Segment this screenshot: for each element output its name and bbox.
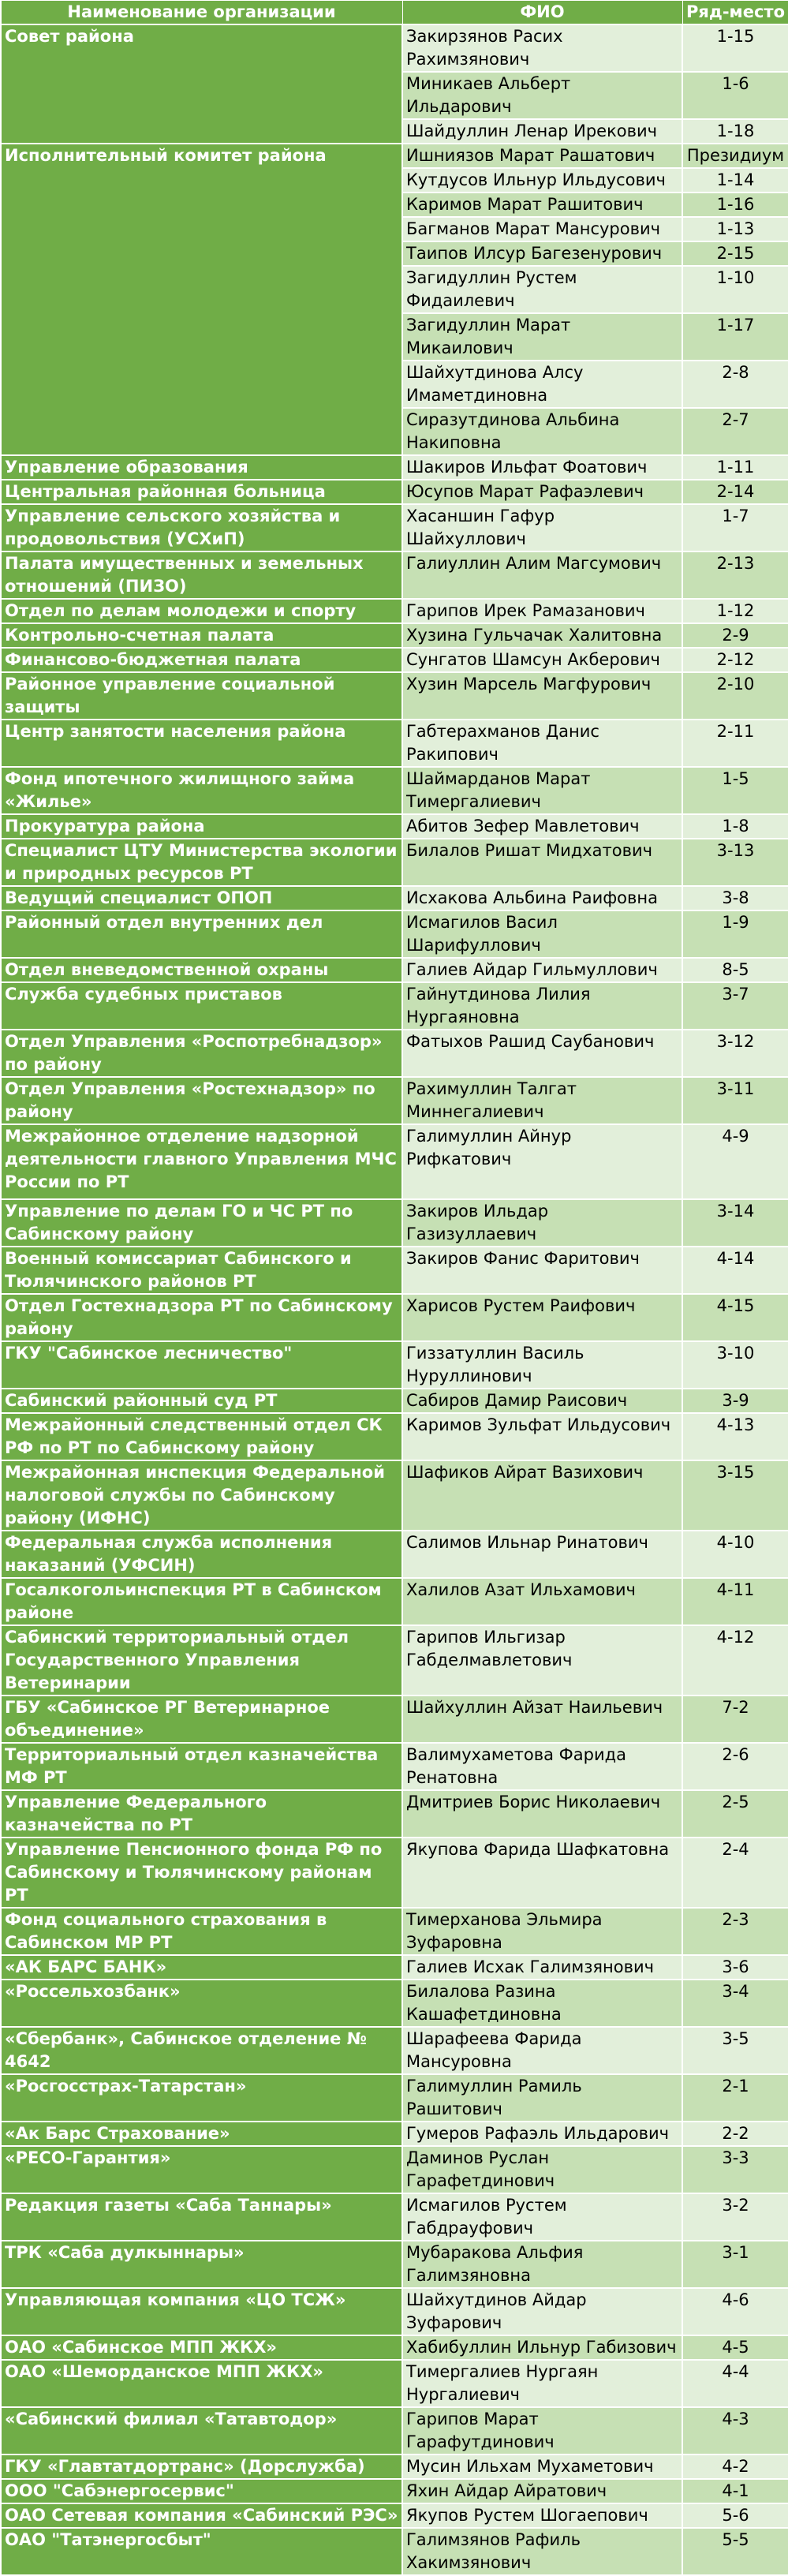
seat-cell: 2-2 — [682, 2122, 788, 2146]
org-cell: ТРК «Саба дулкыннары» — [1, 2241, 402, 2288]
fio-cell: Загидуллин Рустем Фидаилевич — [402, 266, 682, 313]
table-row — [1, 886, 788, 910]
org-cell: Контрольно-счетная палата — [1, 623, 402, 648]
fio-cell: Закиров Фанис Фаритович — [402, 1247, 682, 1294]
org-cell: Межрайонное отделение надзорной деятельности главного Управления МЧС России по РТ — [1, 1124, 402, 1199]
table-row — [1, 551, 788, 599]
fio-cell: Шайхутдинова Алсу Имаметдиновна — [402, 361, 682, 408]
fio-cell: Якупов Рустем Шогаепович — [402, 2503, 682, 2528]
fio-cell: Галимзянов Рафиль Хакимзянович — [402, 2528, 682, 2575]
seat-cell: 1-18 — [682, 119, 788, 144]
org-cell: Отдел вневедомственной охраны — [1, 958, 402, 982]
seat-cell: 3-8 — [682, 886, 788, 910]
fio-cell: Ишниязов Марат Рашатович — [402, 144, 682, 168]
table-row — [1, 1030, 788, 1077]
seat-cell: 4-15 — [682, 1294, 788, 1341]
org-cell: ООО "Сабэнергосервис" — [1, 2479, 402, 2503]
seat-cell: 2-15 — [682, 241, 788, 266]
seat-cell: 3-4 — [682, 1980, 788, 2027]
fio-cell: Рахимуллин Талгат Миннегалиевич — [402, 1077, 682, 1124]
seat-cell: 3-6 — [682, 1955, 788, 1980]
org-cell: Финансово-бюджетная палата — [1, 648, 402, 672]
header-org: Наименование организации — [1, 1, 402, 25]
seat-cell: 4-5 — [682, 2335, 788, 2360]
seat-cell: 1-9 — [682, 910, 788, 958]
seat-cell: 2-10 — [682, 672, 788, 720]
org-cell: «Росгосстрах-Татарстан» — [1, 2074, 402, 2122]
org-cell: ОАО «Шеморданское МПП ЖКХ» — [1, 2360, 402, 2407]
fio-cell: Хузина Гульчачак Халитовна — [402, 623, 682, 648]
fio-cell: Абитов Зефер Мавлетович — [402, 814, 682, 839]
fio-cell: Тимергалиев Нургаян Нургалиевич — [402, 2360, 682, 2407]
org-cell: Ведущий специалист ОПОП — [1, 886, 402, 910]
org-cell: Центральная районная больница — [1, 480, 402, 504]
table-row — [1, 1247, 788, 1294]
fio-cell: Дмитриев Борис Николаевич — [402, 1790, 682, 1838]
table-row — [1, 623, 788, 648]
org-cell: Межрайонная инспекция Федеральной налоговой службы по Сабинскому району (ИФНС) — [1, 1460, 402, 1531]
org-cell: «Сабинский филиал «Tатавтодор» — [1, 2407, 402, 2454]
fio-cell: Гиззатуллин Василь Нуруллинович — [402, 1341, 682, 1389]
org-cell: «РЕСО-Гарантия» — [1, 2146, 402, 2193]
seat-cell: 3-9 — [682, 1389, 788, 1413]
fio-cell: Каримов Марат Рашитович — [402, 193, 682, 217]
table-row — [1, 1199, 788, 1247]
table-row — [1, 1124, 788, 1199]
fio-cell: Галимуллин Айнур Рифкатович — [402, 1124, 682, 1199]
table-row — [1, 2122, 788, 2146]
fio-cell: Хасаншин Гафур Шайхуллович — [402, 504, 682, 551]
table-row — [1, 814, 788, 839]
table-row — [1, 1980, 788, 2027]
fio-cell: Шафиков Айрат Вазихович — [402, 1460, 682, 1531]
fio-cell: Якупова Фарида Шафкатовна — [402, 1838, 682, 1908]
table-row — [1, 1531, 788, 1578]
seat-cell: 4-1 — [682, 2479, 788, 2503]
seat-cell: 4-3 — [682, 2407, 788, 2454]
table-row — [1, 455, 788, 480]
table-row — [1, 2241, 788, 2288]
seat-cell: 1-15 — [682, 24, 788, 72]
org-cell: Прокуратура района — [1, 814, 402, 839]
seat-cell: 5-5 — [682, 2528, 788, 2575]
seat-cell: 1-14 — [682, 168, 788, 193]
org-cell: Федеральная служба исполнения наказаний (УФСИН) — [1, 1531, 402, 1578]
seat-cell: 2-11 — [682, 720, 788, 767]
fio-cell: Салимов Ильнар Ринатович — [402, 1531, 682, 1578]
fio-cell: Галиев Исхак Галимзянович — [402, 1955, 682, 1980]
seat-cell: 1-7 — [682, 504, 788, 551]
org-cell: Специалист ЦТУ Министерства экологии и природных ресурсов РТ — [1, 839, 402, 886]
fio-cell: Таипов Илсур Багезенурович — [402, 241, 682, 266]
seat-cell: 1-8 — [682, 814, 788, 839]
fio-cell: Гарипов Марат Гарафутдинович — [402, 2407, 682, 2454]
table-row — [1, 1389, 788, 1413]
org-cell: Госалкогольинспекция РТ в Сабинском районе — [1, 1578, 402, 1625]
table-row — [1, 2360, 788, 2407]
fio-cell: Гумеров Рафаэль Ильдарович — [402, 2122, 682, 2146]
org-cell: Управление сельского хозяйства и продовольствия (УСХиП) — [1, 504, 402, 551]
fio-cell: Сунгатов Шамсун Акберович — [402, 648, 682, 672]
header-fio: ФИО — [402, 1, 682, 25]
org-cell: Сабинский районный суд РТ — [1, 1389, 402, 1413]
fio-cell: Шайхуллин Айзат Наильевич — [402, 1696, 682, 1743]
table-row — [1, 1413, 788, 1460]
fio-cell: Багманов Марат Мансурович — [402, 217, 682, 241]
seat-cell: 4-6 — [682, 2288, 788, 2335]
table-body — [1, 24, 788, 2575]
org-cell: Совет района — [1, 24, 402, 144]
seat-cell: 2-8 — [682, 361, 788, 408]
org-cell: ОАО Сетевая компания «Сабинский РЭС» — [1, 2503, 402, 2528]
org-cell: Отдел Гостехнадзора РТ по Сабинскому району — [1, 1294, 402, 1341]
org-cell: «Сбербанк», Сабинское отделение № 4642 — [1, 2027, 402, 2074]
fio-cell: Исхакова Альбина Раифовна — [402, 886, 682, 910]
org-cell: «Ак Барс Страхование» — [1, 2122, 402, 2146]
table-row — [1, 839, 788, 886]
fio-cell: Исмагилов Васил Шарифуллович — [402, 910, 682, 958]
fio-cell: Галимуллин Рамиль Рашитович — [402, 2074, 682, 2122]
table-row — [1, 648, 788, 672]
seat-cell: 1-17 — [682, 313, 788, 361]
table-row — [1, 1696, 788, 1743]
fio-cell: Закирзянов Расих Рахимзянович — [402, 24, 682, 72]
seat-cell: 1-5 — [682, 767, 788, 814]
fio-cell: Даминов Руслан Гарафетдинович — [402, 2146, 682, 2193]
seat-cell: 8-5 — [682, 958, 788, 982]
fio-cell: Харисов Рустем Раифович — [402, 1294, 682, 1341]
org-cell: Управление Федерального казначейства по РТ — [1, 1790, 402, 1838]
table-row — [1, 1077, 788, 1124]
seat-cell: 3-11 — [682, 1077, 788, 1124]
table-row — [1, 1460, 788, 1531]
seat-cell: 3-1 — [682, 2241, 788, 2288]
org-cell: Отдел по делам молодежи и спорту — [1, 599, 402, 623]
org-cell: Редакция газеты «Саба Таннары» — [1, 2193, 402, 2241]
seat-cell: 3-5 — [682, 2027, 788, 2074]
seat-cell: 3-3 — [682, 2146, 788, 2193]
seat-cell: 2-3 — [682, 1908, 788, 1955]
fio-cell: Халилов Азат Ильхамович — [402, 1578, 682, 1625]
seat-cell: 1-16 — [682, 193, 788, 217]
seat-cell: 1-11 — [682, 455, 788, 480]
org-cell: ГКУ «Главтатдортранс» (Дорслужба) — [1, 2454, 402, 2479]
seat-cell: 2-6 — [682, 1743, 788, 1790]
table-row — [1, 2074, 788, 2122]
fio-cell: Хузин Марсель Магфурович — [402, 672, 682, 720]
fio-cell: Гарипов Ирек Рамазанович — [402, 599, 682, 623]
fio-cell: Габтерахманов Данис Ракипович — [402, 720, 682, 767]
org-cell: Отдел Управления «Роспотребнадзор» по району — [1, 1030, 402, 1077]
fio-cell: Шакиров Ильфат Фоатович — [402, 455, 682, 480]
org-cell: «АК БАРС БАНК» — [1, 1955, 402, 1980]
fio-cell: Миникаев Альберт Ильдарович — [402, 72, 682, 119]
org-cell: Фонд ипотечного жилищного займа «Жилье» — [1, 767, 402, 814]
org-cell: Отдел Управления «Ростехнадзор» по району — [1, 1077, 402, 1124]
seat-cell: 4-13 — [682, 1413, 788, 1460]
org-cell: Управление образования — [1, 455, 402, 480]
table-row — [1, 2027, 788, 2074]
table-row — [1, 982, 788, 1030]
table-row — [1, 1578, 788, 1625]
fio-cell: Сиразутдинова Альбина Накиповна — [402, 408, 682, 455]
seat-cell: 1-13 — [682, 217, 788, 241]
fio-cell: Билалова Разина Кашафетдиновна — [402, 1980, 682, 2027]
table-row — [1, 1838, 788, 1908]
org-cell: Районное управление социальной защиты — [1, 672, 402, 720]
seat-cell: 3-13 — [682, 839, 788, 886]
table-row — [1, 958, 788, 982]
org-cell: Служба судебных приставов — [1, 982, 402, 1030]
org-cell: ГКУ "Сабинское лесничество" — [1, 1341, 402, 1389]
org-cell: Палата имущественных и земельных отношений (ПИЗО) — [1, 551, 402, 599]
table-row — [1, 2479, 788, 2503]
table-row — [1, 480, 788, 504]
header-seat: Ряд-место — [682, 1, 788, 25]
table-row — [1, 2503, 788, 2528]
table-row — [1, 2407, 788, 2454]
seat-cell: 3-14 — [682, 1199, 788, 1247]
org-cell: Управляющая компания «ЦО ТСЖ» — [1, 2288, 402, 2335]
table-row — [1, 599, 788, 623]
seat-cell: 2-13 — [682, 551, 788, 599]
fio-cell: Исмагилов Рустем Габдрауфович — [402, 2193, 682, 2241]
fio-cell: Шарафеева Фарида Мансуровна — [402, 2027, 682, 2074]
seat-cell: 3-2 — [682, 2193, 788, 2241]
org-cell: Территориальный отдел казначейства МФ РТ — [1, 1743, 402, 1790]
fio-cell: Мусин Ильхам Мухаметович — [402, 2454, 682, 2479]
table-row — [1, 504, 788, 551]
fio-cell: Галиуллин Алим Магсумович — [402, 551, 682, 599]
seat-cell: 4-14 — [682, 1247, 788, 1294]
fio-cell: Галиев Айдар Гильмуллович — [402, 958, 682, 982]
fio-cell: Валимухаметова Фарида Ренатовна — [402, 1743, 682, 1790]
org-cell: Фонд социального страхования в Сабинском МР РТ — [1, 1908, 402, 1955]
org-cell: ОАО "Татэнергосбыт" — [1, 2528, 402, 2575]
table-row — [1, 1955, 788, 1980]
org-cell: ОАО «Сабинское МПП ЖКХ» — [1, 2335, 402, 2360]
table-row — [1, 2528, 788, 2575]
table-row — [1, 720, 788, 767]
org-cell: «Россельхозбанк» — [1, 1980, 402, 2027]
seat-cell: 7-2 — [682, 1696, 788, 1743]
fio-cell: Гарипов Ильгизар Габделмавлетович — [402, 1625, 682, 1696]
org-cell: Районный отдел внутренних дел — [1, 910, 402, 958]
org-cell: Сабинский территориальный отдел Государственного Управления Ветеринарии — [1, 1625, 402, 1696]
fio-cell: Закиров Ильдар Газизуллаевич — [402, 1199, 682, 1247]
seat-cell: 4-10 — [682, 1531, 788, 1578]
table-row — [1, 2335, 788, 2360]
seat-cell: Президиум — [682, 144, 788, 168]
org-cell: Исполнительный комитет района — [1, 144, 402, 455]
fio-cell: Мубаракова Альфия Галимзяновна — [402, 2241, 682, 2288]
table-row — [1, 910, 788, 958]
table-row — [1, 1294, 788, 1341]
seat-cell: 2-5 — [682, 1790, 788, 1838]
fio-cell: Шайдуллин Ленар Ирекович — [402, 119, 682, 144]
fio-cell: Гайнутдинова Лилия Нургаяновна — [402, 982, 682, 1030]
seat-cell: 2-14 — [682, 480, 788, 504]
table-row — [1, 672, 788, 720]
table-row — [1, 1743, 788, 1790]
seat-cell: 4-11 — [682, 1578, 788, 1625]
fio-cell: Тимерханова Эльмира Зуфаровна — [402, 1908, 682, 1955]
table-row — [1, 1625, 788, 1696]
fio-cell: Билалов Ришат Мидхатович — [402, 839, 682, 886]
seat-cell: 2-9 — [682, 623, 788, 648]
fio-cell: Кутдусов Ильнур Ильдусович — [402, 168, 682, 193]
seat-cell: 4-2 — [682, 2454, 788, 2479]
fio-cell: Фатыхов Рашид Саубанович — [402, 1030, 682, 1077]
table-row — [1, 1790, 788, 1838]
seat-cell: 3-10 — [682, 1341, 788, 1389]
table-row — [1, 1341, 788, 1389]
table-row — [1, 2454, 788, 2479]
seat-cell: 1-6 — [682, 72, 788, 119]
fio-cell: Сабиров Дамир Раисович — [402, 1389, 682, 1413]
seat-cell: 3-7 — [682, 982, 788, 1030]
org-cell: Управление Пенсионного фонда РФ по Сабинскому и Тюлячинскому районам РТ — [1, 1838, 402, 1908]
table-row — [1, 2193, 788, 2241]
table-row — [1, 2288, 788, 2335]
table-row — [1, 24, 788, 72]
table-row — [1, 2146, 788, 2193]
seat-cell: 2-12 — [682, 648, 788, 672]
org-cell: Военный комиссариат Сабинского и Тюлячинского районов РТ — [1, 1247, 402, 1294]
seat-cell: 5-6 — [682, 2503, 788, 2528]
fio-cell: Юсупов Марат Рафаэлевич — [402, 480, 682, 504]
seat-cell: 1-12 — [682, 599, 788, 623]
seat-cell: 4-12 — [682, 1625, 788, 1696]
seat-cell: 2-4 — [682, 1838, 788, 1908]
table-header-row — [1, 1, 788, 25]
org-cell: Межрайонный следственный отдел СК РФ по РТ по Сабинскому району — [1, 1413, 402, 1460]
fio-cell: Шаймарданов Марат Тимергалиевич — [402, 767, 682, 814]
org-cell: Управление по делам ГО и ЧС РТ по Сабинскому району — [1, 1199, 402, 1247]
table-row — [1, 144, 788, 168]
fio-cell: Каримов Зульфат Ильдусович — [402, 1413, 682, 1460]
fio-cell: Загидуллин Марат Микаилович — [402, 313, 682, 361]
org-cell: ГБУ «Сабинское РГ Ветеринарное объединение» — [1, 1696, 402, 1743]
table-row — [1, 767, 788, 814]
fio-cell: Шайхутдинов Айдар Зуфарович — [402, 2288, 682, 2335]
org-cell: Центр занятости населения района — [1, 720, 402, 767]
fio-cell: Хабибуллин Ильнур Габизович — [402, 2335, 682, 2360]
seat-cell: 3-12 — [682, 1030, 788, 1077]
seat-cell: 2-7 — [682, 408, 788, 455]
seat-cell: 2-1 — [682, 2074, 788, 2122]
table-row — [1, 1908, 788, 1955]
seat-cell: 4-4 — [682, 2360, 788, 2407]
seat-cell: 4-9 — [682, 1124, 788, 1199]
fio-cell: Яхин Айдар Айратович — [402, 2479, 682, 2503]
seat-cell: 1-10 — [682, 266, 788, 313]
seat-cell: 3-15 — [682, 1460, 788, 1531]
